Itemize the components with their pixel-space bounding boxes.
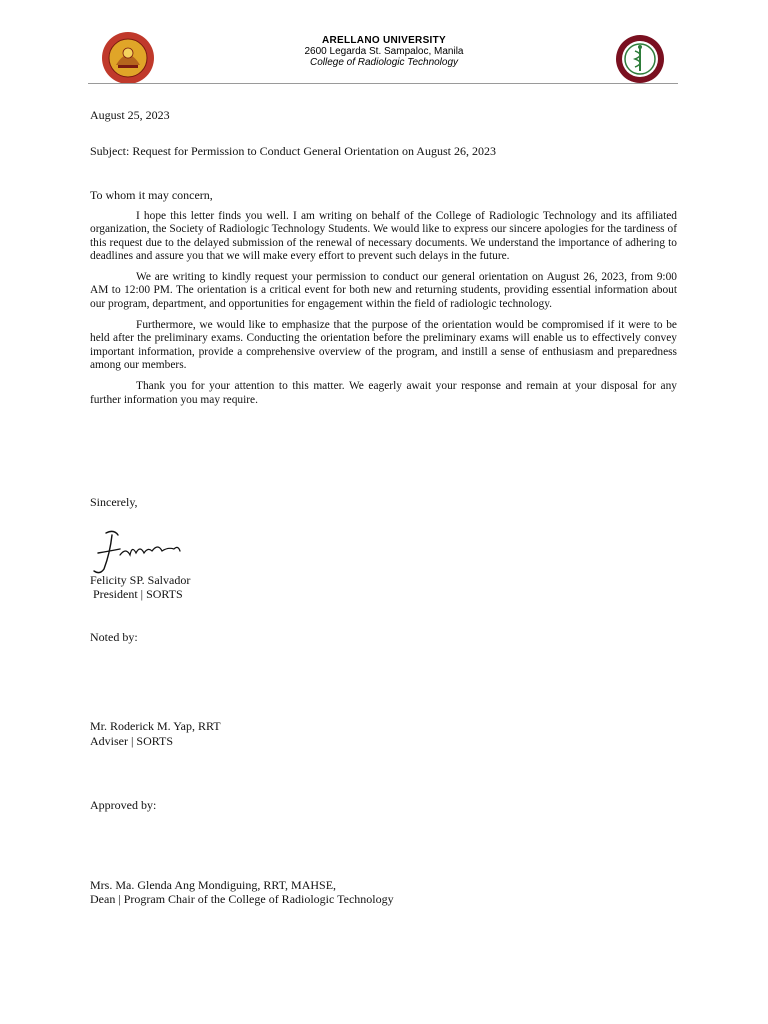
- university-address: 2600 Legarda St. Sampaloc, Manila: [304, 46, 464, 57]
- arellano-university-seal-logo: [92, 31, 164, 85]
- body-paragraph: We are writing to kindly request your permission to conduct our general orientation on August 26, 2023, from 9:00 AM to 12:00 PM. The orientation is a critical event for both new and returning students, providing essential information about our program, department, and opportunities for engagement within the field of radiologic technology.: [90, 271, 677, 310]
- adviser-name: Mr. Roderick M. Yap, RRT: [90, 719, 221, 733]
- college-name: College of Radiologic Technology: [309, 57, 459, 68]
- letter-date: August 25, 2023: [90, 108, 170, 122]
- letter-salutation: To whom it may concern,: [90, 188, 213, 202]
- radiologic-technology-seal-logo: [604, 33, 676, 85]
- handwritten-signature: [84, 525, 194, 577]
- noted-by-label: Noted by:: [90, 630, 138, 644]
- dean-title: Dean | Program Chair of the College of Radiologic Technology: [90, 892, 394, 906]
- letter-body: [90, 210, 677, 415]
- adviser-title: Adviser | SORTS: [90, 734, 174, 748]
- approved-by-label: Approved by:: [90, 798, 157, 812]
- dean-name: Mrs. Ma. Glenda Ang Mondiguing, RRT, MAHSE,: [90, 878, 337, 892]
- university-name: ARELLANO UNIVERSITY: [321, 35, 447, 46]
- signatory-title: President | SORTS: [93, 587, 183, 601]
- letter-subject: Subject: Request for Permission to Conduct General Orientation on August 26, 2023: [90, 144, 496, 158]
- signatory-name: Felicity SP. Salvador: [90, 573, 191, 587]
- letterhead: [0, 0, 768, 84]
- body-paragraph: Thank you for your attention to this matter. We eagerly await your response and remain at your disposal for any further information you may require.: [90, 380, 677, 406]
- body-paragraph: I hope this letter finds you well. I am writing on behalf of the College of Radiologic Technology and its affiliated organization, the Society of Radiologic Technology Students. We would like to express our sincere apologies for the tardiness of this request due to the delayed submission of the renewal of necessary documents. We understand the importance of adhering to deadlines and assure you that we will make every effort to prevent such delays in the future.: [90, 210, 677, 262]
- body-paragraph: Furthermore, we would like to emphasize that the purpose of the orientation would be compromised if it were to be held after the preliminary exams. Conducting the orientation before the preliminary exams will enable us to effectively convey important information, provide a comprehensive overview of the program, and instill a sense of enthusiasm and preparedness among our members.: [90, 319, 677, 371]
- letter-closing: Sincerely,: [90, 495, 138, 509]
- header-divider: [88, 83, 678, 84]
